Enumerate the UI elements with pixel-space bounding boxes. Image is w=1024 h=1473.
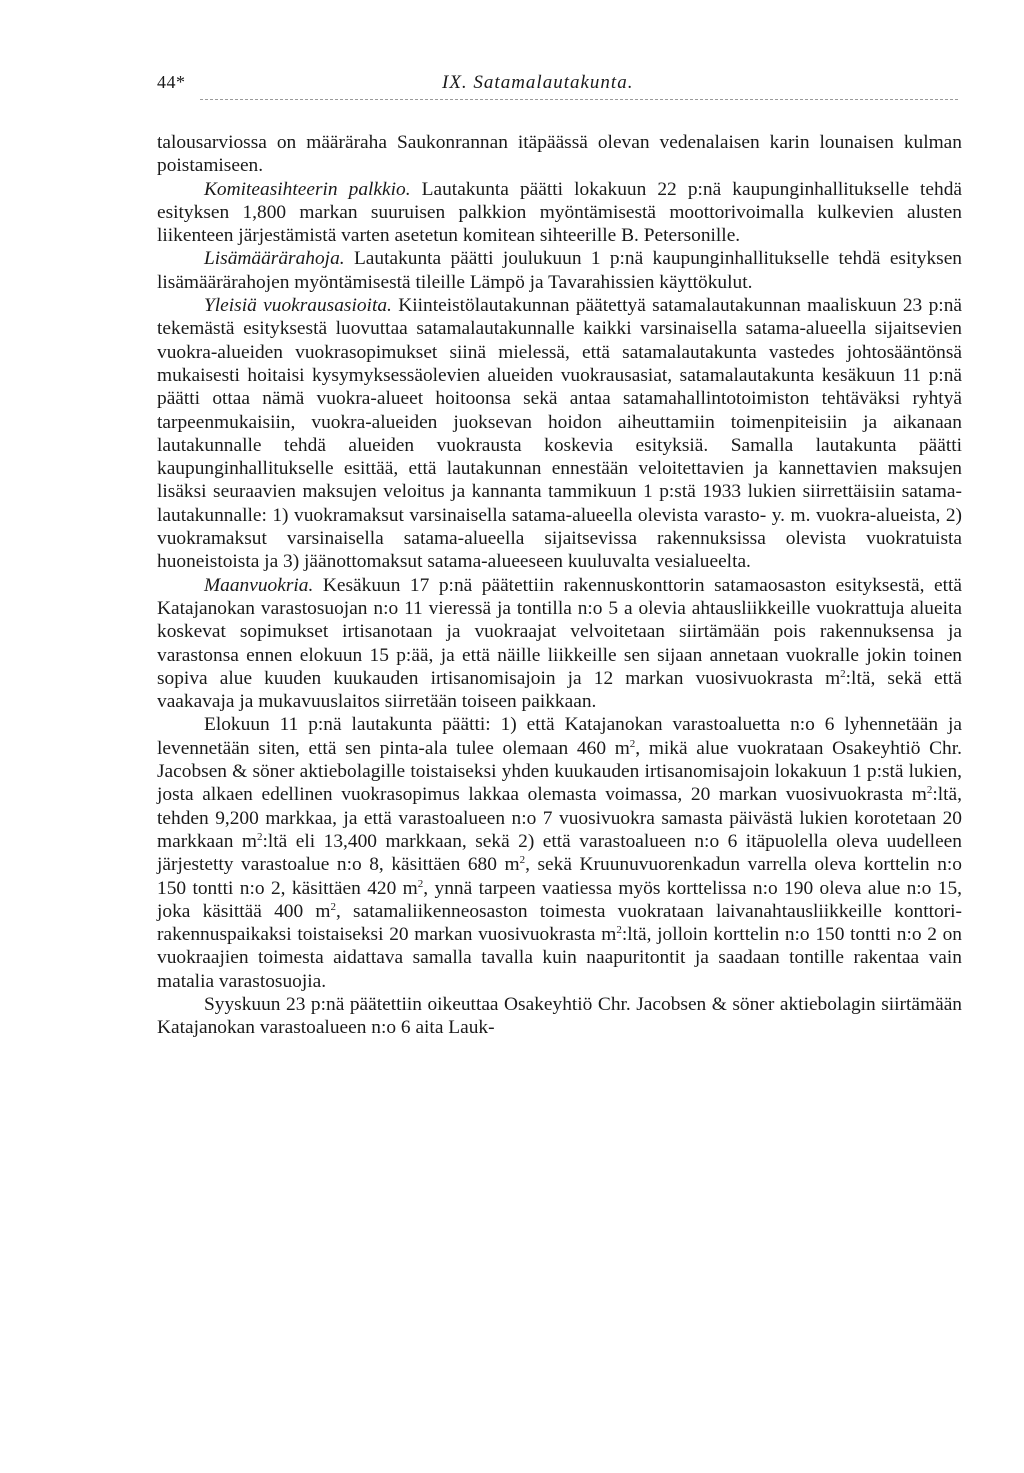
paragraph-land-leases <box>157 574 962 714</box>
paragraph-additional-appropriations <box>157 247 962 294</box>
paragraph-lead: Lisämäärärahoja. <box>204 248 345 270</box>
paragraph-text: Lautakunta päätti lokakuun 22 p:nä kaupunginhallitukselle tehdä esityksen 1,800 markan suuruisen palkkion myöntämisestä moottorivoimalla kulkevien alusten liikenteen järjestämistä varten asetetun komitean sihteerille B. Petersonille. <box>157 178 962 247</box>
page-header <box>157 72 957 96</box>
paragraph-september-decision <box>157 993 962 1040</box>
paragraph-lead: Yleisiä vuokrausasioita. <box>204 295 392 317</box>
paragraph-text: talousarviossa on määräraha Saukonrannan itäpäässä olevan vedenalaisen karin lounaisen kulman poistamiseen. <box>157 132 962 177</box>
paragraph-text: Elokuun 11 p:nä lautakunta päätti: 1) että Katajanokan varastoaluetta n:o 6 lyhennetään ja levennetään siten, että sen pinta-ala tulee olemaan 460 $m^2$, mikä alue vuokrataan Osakeyhtiö Chr. Jacobsen & söner aktiebolagille toistaiseksi yhden kuukauden irtisanomisajoin lokakuun 1 p:stä lukien, josta alkaen edellinen vuokrasopimus lakkaa olemasta voimassa, 20 markan vuosivuokrasta $m^2:ltä$, tehden 9,200 markkaa, ja että varastoalueen n:o 7 vuosivuokra samasta päivästä lukien korotetaan 20 markkaan $m^2:ltä$ eli 13,400 markkaan, sekä 2) että varastoalueen n:o 6 itäpuolella oleva uudelleen järjestetty varastoalue n:o 8, käsittäen 680 $m^2$, sekä Kruunuvuorenkadun varrella oleva korttelin n:o 150 tontti n:o 2, käsittäen 420 $m^2$, ynnä tarpeen vaatiessa myös korttelissa n:o 190 oleva alue n:o 15, joka käsittää 400 $m^2$, satamaliikenneosaston toimesta vuokrataan laivanahtausliikkeille konttorirakennuspaikaksi toistaiseksi 20 markan vuosivuokrasta $m^2:ltä$, jolloin korttelin n:o 150 tontti n:o 2 on vuokraajien toimesta aidattava samalla tavalla kuin naapuritontit ja saadaan tontille rakentaa vain matalia varastosuojia. <box>157 714 963 992</box>
body-text <box>157 131 962 1040</box>
paragraph-lead: Komiteasihteerin palkkio. <box>204 178 411 200</box>
paragraph-text: Lautakunta päätti joulukuun 1 p:nä kaupunginhallitukselle tehdä esityksen lisämäärärahojen myöntämisestä tileille Lämpö ja Tavarahissien käyttökulut. <box>157 248 962 293</box>
running-title: IX. Satamalautakunta. <box>442 72 634 93</box>
paragraph-text: Kesäkuun 17 p:nä päätettiin rakennuskonttorin satamaosaston esityksestä, että Katajanokan varastosuojan n:o 11 vieressä ja tontilla n:o 5 a olevia ahtausliikkeille vuokrattuja alueita koskevat sopimukset irtisanotaan ja vuokraajat velvoitetaan siirtämään pois rakennuksensa ja varastonsa ennen elokuun 15 p:ää, ja että näille liikkeille sen sijaan annetaan vuokralle jokin toinen sopiva alue kuuden kuukauden irtisanomisajoin ja 12 markan vuosivuokrasta $m^2:ltä$, sekä että vaakavaja ja mukavuuslaitos siirretään toiseen paikkaan. <box>157 574 962 713</box>
paragraph-text: Kiinteistölautakunnan päätettyä satamalautakunnan maaliskuun 23 p:nä tekemästä esityksestä luovuttaa satamalautakunnalle kaikki varsinaisella satama-alueella sijaitsevien vuokra-alueiden vuokrasopimukset siinä mielessä, että satamalautakunta vastedes johtosääntönsä mukaisesti hoitaisi kysymyksessäolevien alueiden vuokrausasiat, satamalautakunta kesäkuun 11 p:nä päätti ottaa nämä vuokra-alueet hoitoonsa sekä antaa satamahallintotoimiston tehtäväksi ryhtyä tarpeenmukaisiin, vuokra-alueiden juoksevan hoidon aiheuttamiin toimenpiteisiin ja aikanaan lautakunnalle tehdä alueiden vuokrausta koskevia esityksiä. Samalla lautakunta päätti kaupunginhallitukselle esittää, että lautakunnan ennestään veloitettavien ja kannettavien maksujen lisäksi seuraavien maksujen veloitus ja kannanta tammikuun 1 p:stä 1933 lukien siirrettäisiin satamalautakunnalle: 1) vuokramaksut varsinaisella satama-alueella olevista varasto- y. m. vuokra-alueista, 2) vuokramaksut varsinaisella satama-alueella sijaitsevissa rakennuksissa olevista vuokratuista huoneistoista ja 3) jäänottomaksut satama-alueeseen kuuluvalta vesialueelta. <box>157 295 962 573</box>
paragraph-secretary-fee <box>157 178 962 248</box>
paragraph-budget <box>157 131 962 178</box>
page-number: 44* <box>157 72 186 92</box>
paragraph-august-decision <box>157 713 962 993</box>
header-rule <box>200 99 958 100</box>
paragraph-general-leases <box>157 294 962 574</box>
paragraph-lead: Maanvuokria. <box>204 574 314 596</box>
paragraph-text: Syyskuun 23 p:nä päätettiin oikeuttaa Osakeyhtiö Chr. Jacobsen & söner aktiebolagin siirtämään Katajanokan varastoalueen n:o 6 aita Lauk- <box>157 993 962 1039</box>
